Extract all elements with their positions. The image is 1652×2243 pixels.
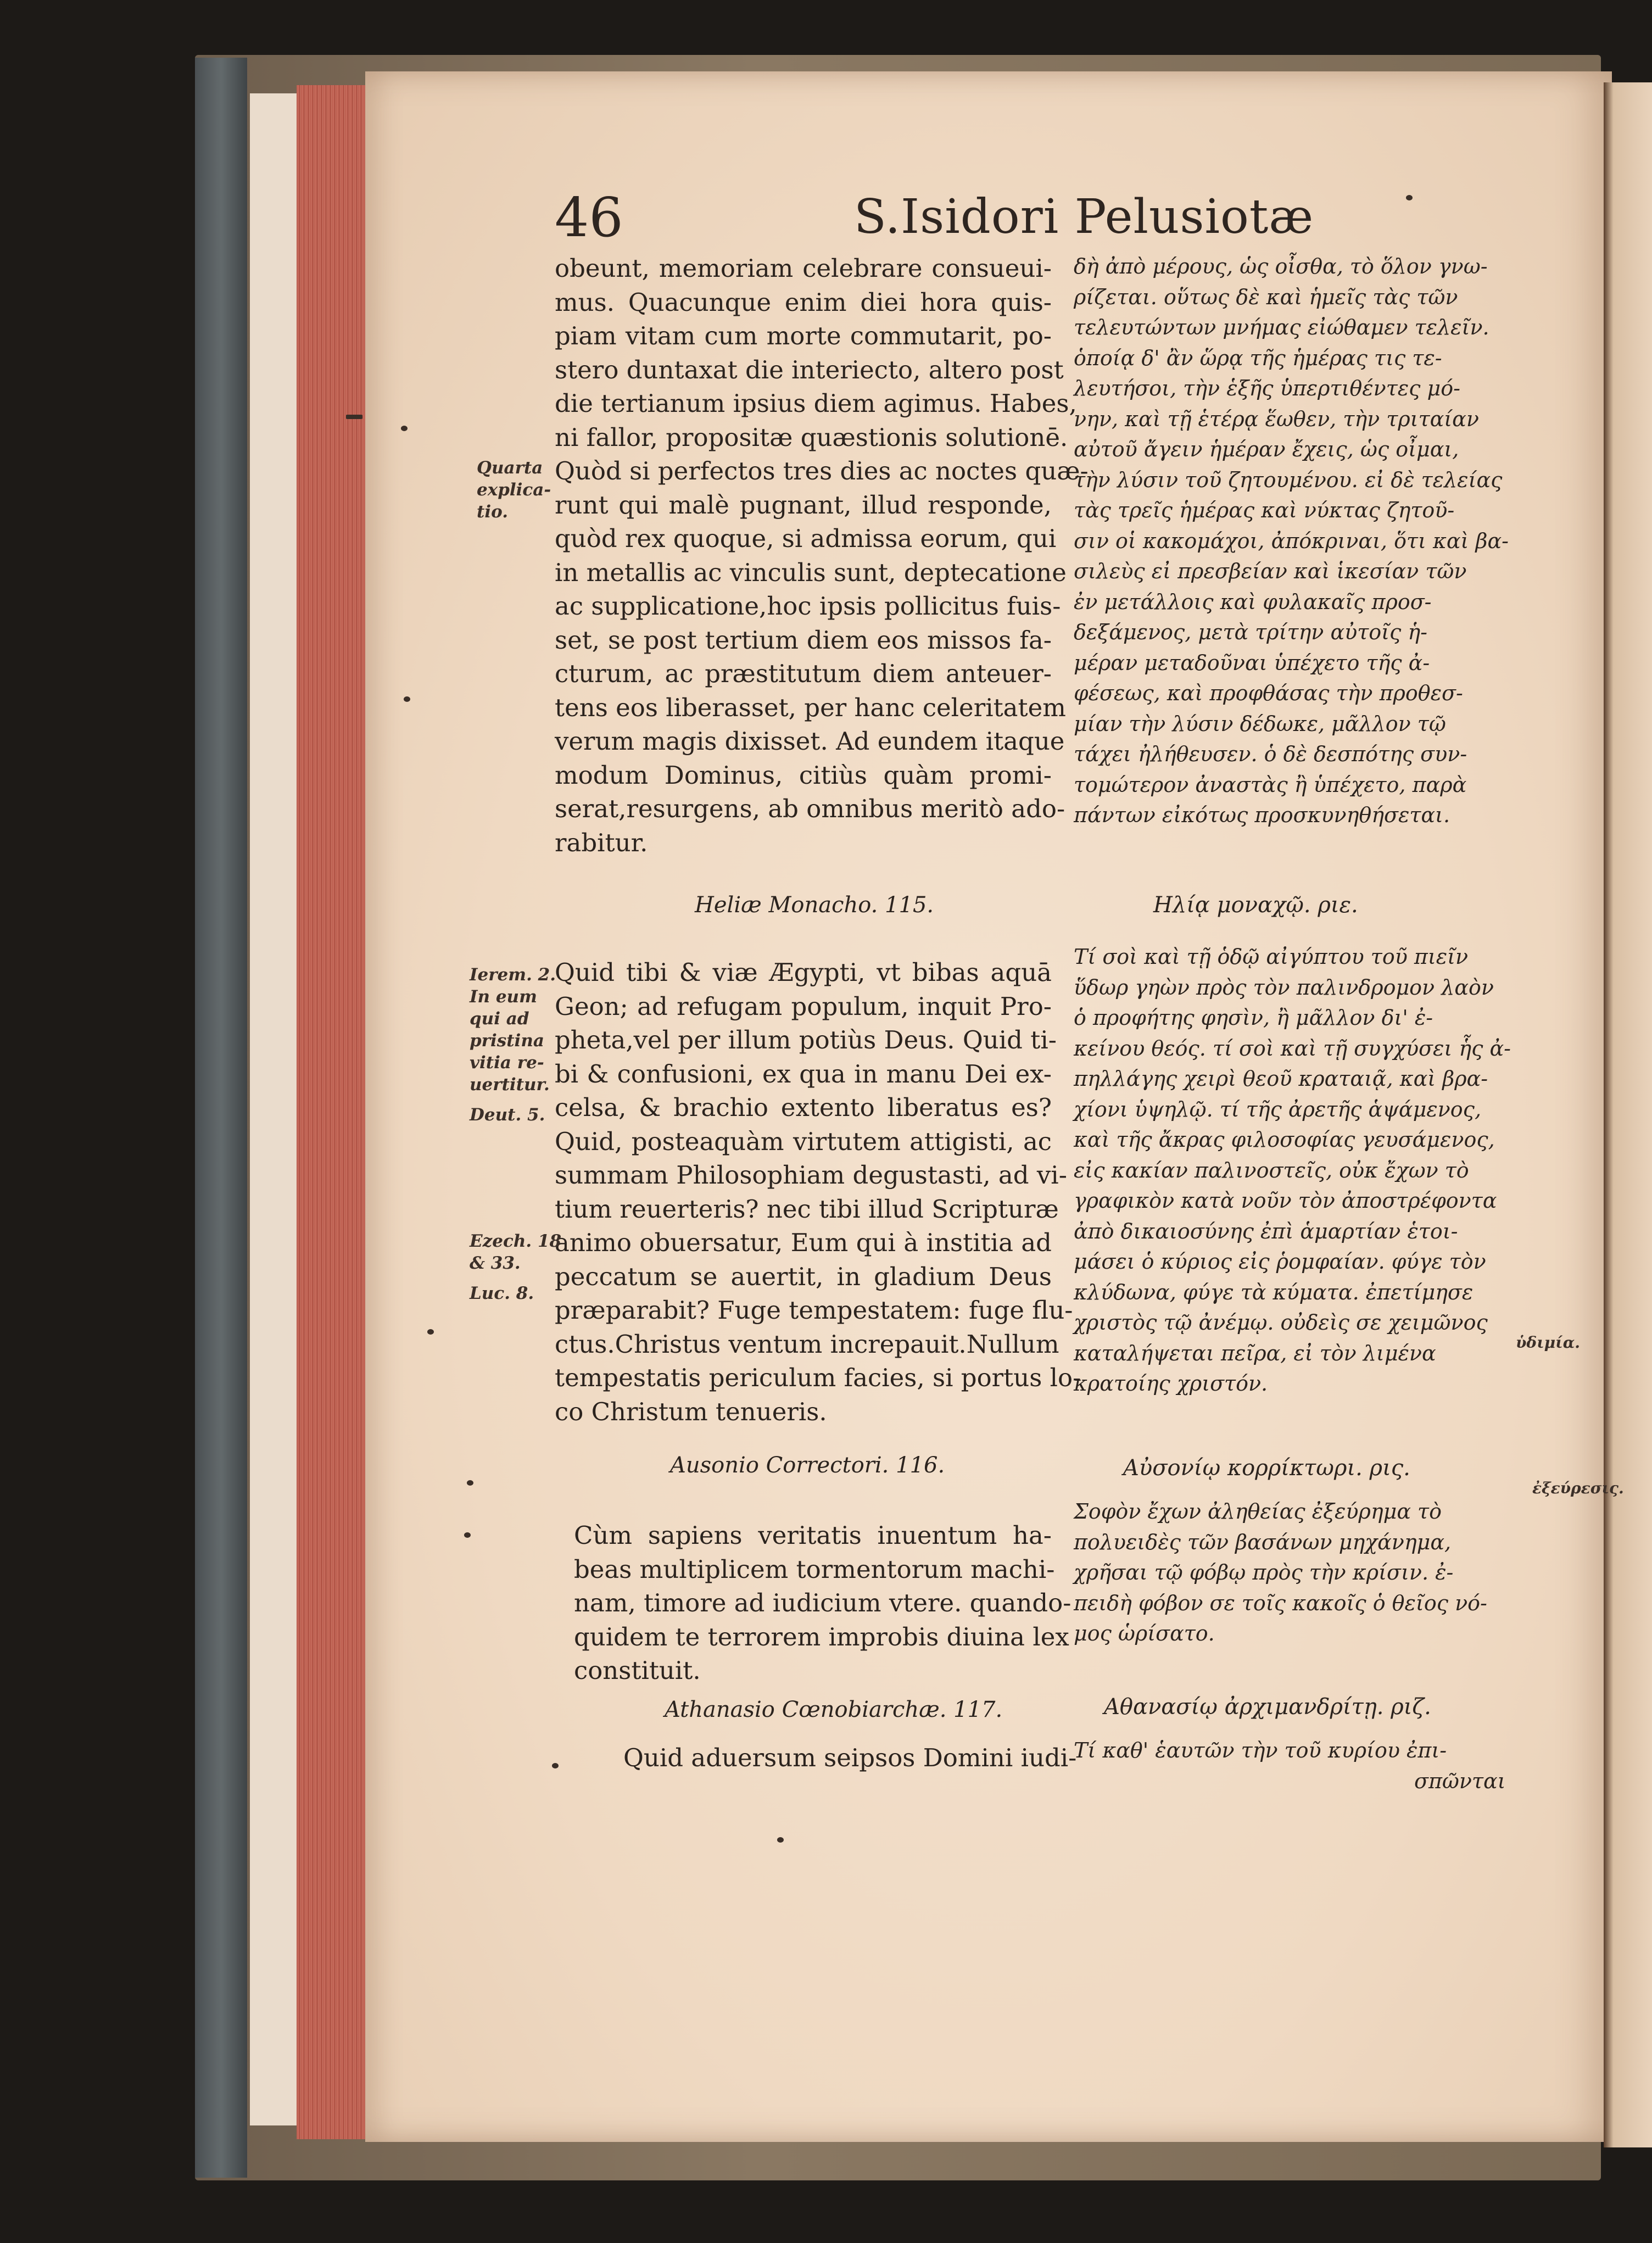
text-line: co Christum tenueris. — [555, 1397, 827, 1426]
paper-speck — [467, 1480, 473, 1486]
text-line: ἐν μετάλλοις καὶ φυλακαῖς προσ- — [1074, 589, 1432, 614]
note-line: & 33. — [470, 1253, 521, 1273]
text-line: ac supplicatione,hoc ipsis pollicitus fuis- — [555, 592, 1061, 621]
margin-note-greek-1: ὑδιμία. — [1516, 1333, 1580, 1352]
text-line: tium reuerteris? nec tibi illud Scripturæ — [555, 1194, 1059, 1224]
text-line: μέραν μεταδοῦναι ὑπέχετο τῆς ἀ- — [1074, 650, 1430, 675]
letter-heading-117-greek: Αθανασίῳ ἀρχιμανδρίτῃ. ριζ. — [1104, 1694, 1431, 1720]
text-line: peccatum se auertit, in gladium Deus — [555, 1262, 1052, 1291]
page-number: 46 — [555, 187, 623, 249]
text-line: verum magis dixisset. Ad eundem itaque — [555, 727, 1065, 756]
text-line: τελευτώντων μνήμας εἰώθαμεν τελεῖν. — [1074, 315, 1489, 339]
text-line: ni fallor, propositæ quæstionis solutionē. — [555, 422, 1068, 452]
text-line: τὰς τρεῖς ἡμέρας καὶ νύκτας ζητοῦ- — [1074, 498, 1455, 522]
text-line: πολυειδὲς τῶν βασάνων μηχάνημα, — [1074, 1530, 1452, 1554]
letter-heading-115-latin: Heliæ Monacho. 115. — [695, 892, 934, 918]
latin-block-1 — [555, 252, 1089, 860]
paper-speck — [401, 426, 408, 431]
facing-page-edge — [1604, 82, 1652, 2147]
paper-speck — [427, 1329, 434, 1335]
text-line: beas multiplicem tormentorum machi- — [574, 1554, 1055, 1584]
paper-speck — [464, 1532, 471, 1538]
text-line: ctus.Christus ventum increpauit.Nullum — [555, 1329, 1059, 1359]
note-line: Quarta — [477, 458, 543, 478]
note-line: In eum — [470, 987, 537, 1007]
text-line: πάντων εἰκότως προσκυνηθήσεται. — [1074, 803, 1450, 827]
text-line: καὶ τῆς ἄκρας φιλοσοφίας γευσάμενος, — [1074, 1128, 1495, 1152]
letter-heading-115-greek: Ηλίᾳ μοναχῷ. ριε. — [1153, 892, 1358, 918]
text-line: χρῆσαι τῷ φόβῳ πρὸς τὴν κρίσιν. ἐ- — [1074, 1560, 1454, 1584]
letter-heading-116-latin: Ausonio Correctori. 116. — [670, 1453, 945, 1478]
text-line: Τί σοὶ καὶ τῇ ὁδῷ αἰγύπτου τοῦ πιεῖν — [1074, 945, 1469, 969]
text-line: Quòd si perfectos tres dies ac noctes quæ- — [555, 456, 1089, 486]
text-line: χίονι ὑψηλῷ. τί τῆς ἀρετῆς ἁψάμενος, — [1074, 1097, 1482, 1122]
text-line: ρίζεται. οὕτως δὲ καὶ ἡμεῖς τὰς τῶν — [1074, 284, 1458, 309]
text-line: præparabit? Fuge tempestatem: fuge flu- — [555, 1296, 1073, 1325]
note-line: vitia re- — [470, 1053, 544, 1073]
text-line: die tertianum ipsius diem agimus. Habes, — [555, 389, 1077, 418]
margin-note-ierem — [470, 964, 556, 1096]
text-line: νην, καὶ τῇ ἑτέρᾳ ἕωθεν, τὴν τριταίαν — [1074, 406, 1479, 431]
text-line: Τί καθ' ἑαυτῶν τὴν τοῦ κυρίου ἐπι- — [1074, 1738, 1447, 1762]
text-line: piam vitam cum morte commutarit, po- — [555, 321, 1052, 350]
paper-speck — [404, 696, 410, 702]
text-line: κλύδωνα, φύγε τὰ κύματα. ἐπετίμησε — [1074, 1280, 1474, 1304]
text-line: quidem te terrorem improbis diuina lex — [574, 1622, 1069, 1651]
text-line: δὴ ἀπὸ μέρους, ὡς οἶσθα, τὸ ὅλον γνω- — [1074, 254, 1488, 278]
note-line: Ierem. 2. — [470, 965, 556, 985]
text-line: obeunt, memoriam celebrare consueui- — [555, 254, 1052, 283]
text-line: constituit. — [574, 1656, 701, 1685]
text-line: πηλλάγης χειρὶ θεοῦ κραταιᾷ, καὶ βρα- — [1074, 1067, 1488, 1091]
text-line: κρατοίης χριστόν. — [1074, 1371, 1268, 1396]
text-line: εἰς κακίαν παλινοστεῖς, οὐκ ἔχων τὸ — [1074, 1158, 1469, 1182]
text-line: ὁ προφήτης φησὶν, ἢ μᾶλλον δι' ἐ- — [1074, 1006, 1433, 1030]
paper-speck — [346, 415, 362, 419]
text-line: ὁποίᾳ δ' ἂν ὥρᾳ τῆς ἡμέρας τις τε- — [1074, 345, 1442, 370]
letter-heading-117-latin: Athanasio Cœnobiarchæ. 117. — [665, 1697, 1003, 1722]
margin-note-ezech — [470, 1230, 561, 1274]
text-line: μίαν τὴν λύσιν δέδωκε, μᾶλλον τῷ — [1074, 711, 1446, 736]
note-line: Ezech. 18 — [470, 1231, 562, 1251]
paper-speck — [777, 1837, 784, 1843]
text-line: Quid, posteaquàm virtutem attigisti, ac — [555, 1126, 1052, 1156]
text-line: set, se post tertium diem eos missos fa- — [555, 625, 1052, 655]
greek-block-1 — [1074, 252, 1557, 831]
text-line: rabitur. — [555, 828, 648, 857]
greek-block-2 — [1074, 942, 1557, 1399]
note-line: qui ad — [470, 1009, 529, 1029]
greek-block-3 — [1074, 1497, 1557, 1649]
margin-note-luc — [470, 1282, 534, 1304]
text-line: Quid tibi & viæ Ægypti, vt bibas aquā — [555, 958, 1052, 987]
text-line: Quid aduersum seipsos Domini iudi- — [623, 1743, 1077, 1772]
text-line: mus. Quacunque enim diei hora quis- — [555, 287, 1052, 317]
text-line: ἀπὸ δικαιοσύνης ἐπὶ ἁμαρτίαν ἑτοι- — [1074, 1219, 1458, 1243]
text-line: celsa, & brachio extento liberatus es? — [555, 1093, 1052, 1122]
book-spine-edge — [195, 58, 247, 2178]
text-line: bi & confusioni, ex qua in manu Dei ex- — [555, 1059, 1052, 1089]
note-line: explica- — [477, 480, 551, 500]
text-line: γραφικὸν κατὰ νοῦν τὸν ἀποστρέφοντα — [1074, 1189, 1497, 1213]
text-line: serat,resurgens, ab omnibus meritò ado- — [555, 794, 1065, 823]
text-line: nam, timore ad iudicium vtere. quando- — [574, 1588, 1071, 1617]
text-line: runt qui malè pugnant, illud responde, — [555, 490, 1052, 520]
margin-note-quarta — [477, 457, 551, 523]
text-line: αὐτοῦ ἄγειν ἡμέραν ἔχεις, ὡς οἶμαι, — [1074, 437, 1459, 461]
text-line: animo obuersatur, Eum qui à institia ad — [555, 1228, 1052, 1257]
note-line: Deut. 5. — [470, 1105, 545, 1125]
text-line: Σοφὸν ἔχων ἀληθείας ἐξεύρημα τὸ — [1074, 1499, 1442, 1524]
text-line: δεξάμενος, μετὰ τρίτην αὐτοῖς ἡ- — [1074, 620, 1427, 644]
text-line: τομώτερον ἀναστὰς ἢ ὑπέχετο, παρὰ — [1074, 772, 1467, 797]
text-line: quòd rex quoque, si admissa eorum, qui — [555, 524, 1057, 553]
margin-note-greek-2: ἐξεύρεσις. — [1532, 1479, 1624, 1497]
text-line: σπῶνται — [1414, 1768, 1506, 1793]
margin-note-deut — [470, 1104, 545, 1126]
text-line: in metallis ac vinculis sunt, deptecatione — [555, 557, 1067, 587]
note-line: Luc. 8. — [470, 1284, 534, 1303]
text-line: καταλήψεται πεῖρα, εἰ τὸν λιμένα — [1074, 1341, 1436, 1365]
text-line: modum Dominus, citiùs quàm promi- — [555, 760, 1052, 790]
paper-speck — [1406, 195, 1413, 200]
text-line: tempestatis periculum facies, si portus lo- — [555, 1363, 1081, 1392]
text-line: σιλεὺς εἰ πρεσβείαν καὶ ἱκεσίαν τῶν — [1074, 559, 1467, 583]
running-title: S.Isidori Pelusiotæ — [854, 189, 1314, 244]
text-line: κείνου θεός. τί σοὶ καὶ τῇ συγχύσει ἧς ἀ- — [1074, 1036, 1511, 1061]
text-line: cturum, ac præstitutum diem anteuer- — [555, 659, 1052, 688]
text-line: tens eos liberasset, per hanc celeritatem — [555, 693, 1066, 722]
text-line: φέσεως, καὶ προφθάσας τὴν προθεσ- — [1074, 681, 1463, 705]
latin-block-4 — [623, 1741, 1077, 1775]
letter-heading-116-greek: Αὐσονίῳ κορρίκτωρι. ρις. — [1123, 1455, 1410, 1481]
text-line: μάσει ὁ κύριος εἰς ῥομφαίαν. φύγε τὸν — [1074, 1249, 1486, 1274]
text-line: σιν οἱ κακομάχοι, ἀπόκριναι, ὅτι καὶ βα- — [1074, 528, 1509, 553]
latin-block-3 — [574, 1519, 1071, 1688]
latin-block-2 — [555, 956, 1081, 1429]
text-line: stero duntaxat die interiecto, altero post — [555, 355, 1064, 384]
text-line: πειδὴ φόβον σε τοῖς κακοῖς ὁ θεῖος νό- — [1074, 1591, 1487, 1615]
paper-speck — [552, 1763, 559, 1768]
text-line: χριστὸς τῷ ἀνέμῳ. οὐδεὶς σε χειμῶνος — [1074, 1310, 1488, 1335]
greek-block-4 — [1074, 1736, 1557, 1796]
note-line: tio. — [477, 502, 509, 522]
note-line: pristina — [470, 1031, 544, 1051]
text-line: ὕδωρ γηὼν πρὸς τὸν παλινδρομον λαὸν — [1074, 975, 1494, 1000]
text-line: τάχει ἠλήθευσεν. ὁ δὲ δεσπότης συν- — [1074, 742, 1467, 766]
text-line: Cùm sapiens veritatis inuentum ha- — [574, 1521, 1052, 1550]
text-line: summam Philosophiam degustasti, ad vi- — [555, 1160, 1067, 1190]
note-line: uertitur. — [470, 1075, 550, 1095]
text-line: τὴν λύσιν τοῦ ζητουμένου. εἰ δὲ τελείας — [1074, 467, 1503, 492]
text-line: pheta,vel per illum potiùs Deus. Quid ti- — [555, 1025, 1057, 1054]
text-line: Geon; ad refugam populum, inquit Pro- — [555, 991, 1052, 1021]
text-line: μος ὡρίσατο. — [1074, 1621, 1215, 1645]
text-line: λευτήσοι, τὴν ἑξῆς ὑπερτιθέντες μό- — [1074, 376, 1460, 400]
